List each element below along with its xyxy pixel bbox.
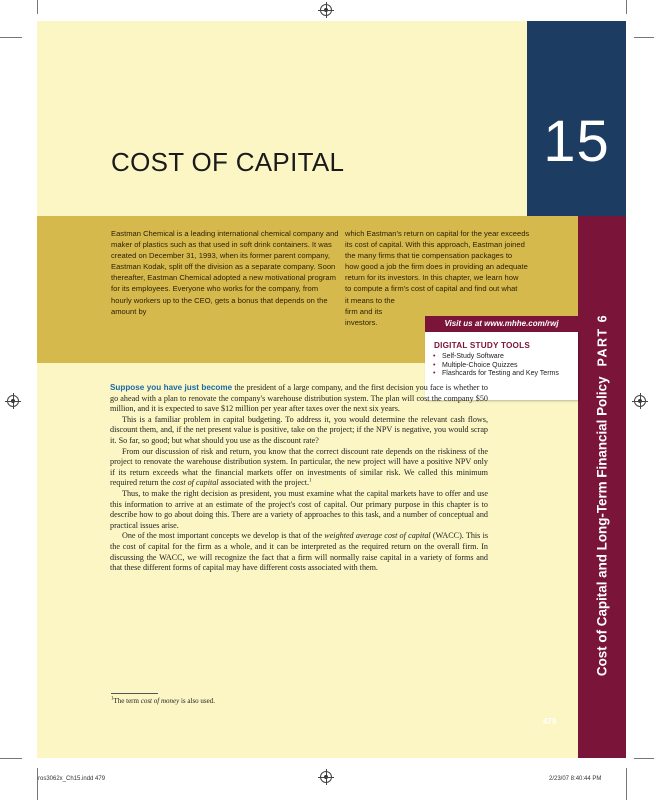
study-tools-list bbox=[433, 353, 559, 379]
paragraph: Thus, to make the right decision as president, you must examine what the capital markets have to offer and use this information to arrive at an estimate of the project's cost of capital. Our primary purpose in this chapter is to describe how to go about doing this. There are a variety of approaches to this task, and a number of conceptual and practical issues arise. bbox=[110, 488, 488, 530]
paragraph: One of the most important concepts we develop is that of the weighted average cost of capital (WACC). This is the cost of capital for the firm as a whole, and it can be interpreted as the required return on the overall firm. In discussing the WACC, we will recognize the fact that a firm will normally raise capital in a variety of forms and that these different forms of capital may have different costs associated with them. bbox=[110, 531, 488, 573]
study-tool-label: Flashcards for Testing and Key Terms bbox=[442, 370, 559, 378]
bullet-icon: • bbox=[433, 370, 436, 378]
intro-line: firm and its bbox=[345, 306, 383, 316]
crop-mark bbox=[0, 37, 22, 38]
intro-line: how good a job the firm does in providing an adequate bbox=[345, 262, 528, 272]
crop-mark bbox=[634, 37, 654, 38]
crop-mark bbox=[626, 768, 627, 800]
intro-line: its cost of capital. With this approach, Eastman joined bbox=[345, 240, 525, 250]
study-tools-heading: DIGITAL STUDY TOOLS bbox=[434, 341, 530, 350]
crop-mark bbox=[626, 0, 627, 14]
print-slug-date: 2/23/07 8:40:44 PM bbox=[549, 776, 602, 782]
body-text bbox=[110, 383, 488, 574]
registration-mark-icon bbox=[634, 395, 646, 407]
crop-mark bbox=[37, 768, 38, 800]
list-item bbox=[433, 353, 559, 362]
bullet-icon: • bbox=[433, 353, 436, 360]
paragraph: This is a familiar problem in capital budgeting. To address it, you would determine the relevant cash flows, discount them, and, if the net present value is positive, take on the project; if the NPV is negative, you would scrap it. So far, so good; but what should you use as the discount rate? bbox=[110, 414, 488, 445]
list-item bbox=[433, 362, 559, 371]
chapter-number: 15 bbox=[543, 109, 610, 174]
part-label-text bbox=[595, 314, 610, 676]
intro-column-left bbox=[111, 228, 339, 317]
print-slug-file: ros3062x_Ch15.indd 479 bbox=[38, 776, 106, 782]
intro-column-right bbox=[345, 228, 575, 328]
intro-line: which Eastman's return on capital for the year exceeds bbox=[345, 229, 530, 238]
paragraph: Suppose you have just become the president of a large company, and the first decision you face is whether to go ahead with a plan to renovate the company's warehouse distribution system. The plan will cost the company $50 million, and it is expected to save $12 million per year after taxes over the next six years. bbox=[110, 383, 488, 414]
crop-mark bbox=[634, 758, 654, 759]
intro-line: the many firms that tie compensation packages to bbox=[345, 251, 513, 261]
study-tool-label: Multiple-Choice Quizzes bbox=[442, 361, 518, 369]
page-number: 479 bbox=[543, 717, 557, 726]
list-item bbox=[433, 370, 559, 379]
bullet-icon: • bbox=[433, 361, 436, 369]
registration-mark-icon bbox=[320, 4, 332, 16]
registration-mark-icon bbox=[7, 395, 19, 407]
intro-line: investors. bbox=[345, 317, 378, 327]
intro-line: return for its investors. In this chapter, we learn how bbox=[345, 273, 519, 283]
registration-mark-icon bbox=[320, 771, 332, 783]
footnote-ref[interactable]: 1 bbox=[309, 478, 312, 484]
chapter-title: COST OF CAPITAL bbox=[111, 147, 345, 177]
part-number: PART 6 bbox=[595, 313, 610, 367]
paragraph: From our discussion of risk and return, you know that the correct discount rate depends on the riskiness of the project to renovate the warehouse distribution system. In particular, the new project will have a positive NPV only if its return exceeds what the financial markets offer on investments of similar risk. We called this minimum required return the cost of capital associated with the project.$^1$ bbox=[110, 446, 488, 488]
website-link[interactable]: Visit us at www.mhhe.com/rwj bbox=[425, 316, 578, 332]
crop-mark bbox=[37, 0, 38, 14]
lead-in: Suppose you have just become bbox=[110, 383, 233, 392]
footnote-rule bbox=[111, 693, 158, 694]
intro-line: it means to the bbox=[345, 295, 395, 305]
intro-text-left: Eastman Chemical is a leading international chemical company and maker of plastics such as that used in soft drink containers. It was created on December 31, 1993, when its former parent company, Eastman Kodak, split off the division as a separate company. Soon thereafter, Eastman Chemical adopted a new motivational program for its employees. Everyone who works for the company, from hourly workers up to the CEO, gets a bonus that depends on the amount by bbox=[111, 229, 339, 316]
study-tool-label: Self-Study Software bbox=[442, 353, 504, 360]
crop-mark bbox=[0, 758, 22, 759]
intro-line: to compute a firm's cost of capital and find out what bbox=[345, 284, 518, 294]
part-title: Cost of Capital and Long-Term Financial Policy bbox=[594, 376, 610, 677]
footnote: $^1$The term cost of money is also used. bbox=[111, 696, 215, 705]
